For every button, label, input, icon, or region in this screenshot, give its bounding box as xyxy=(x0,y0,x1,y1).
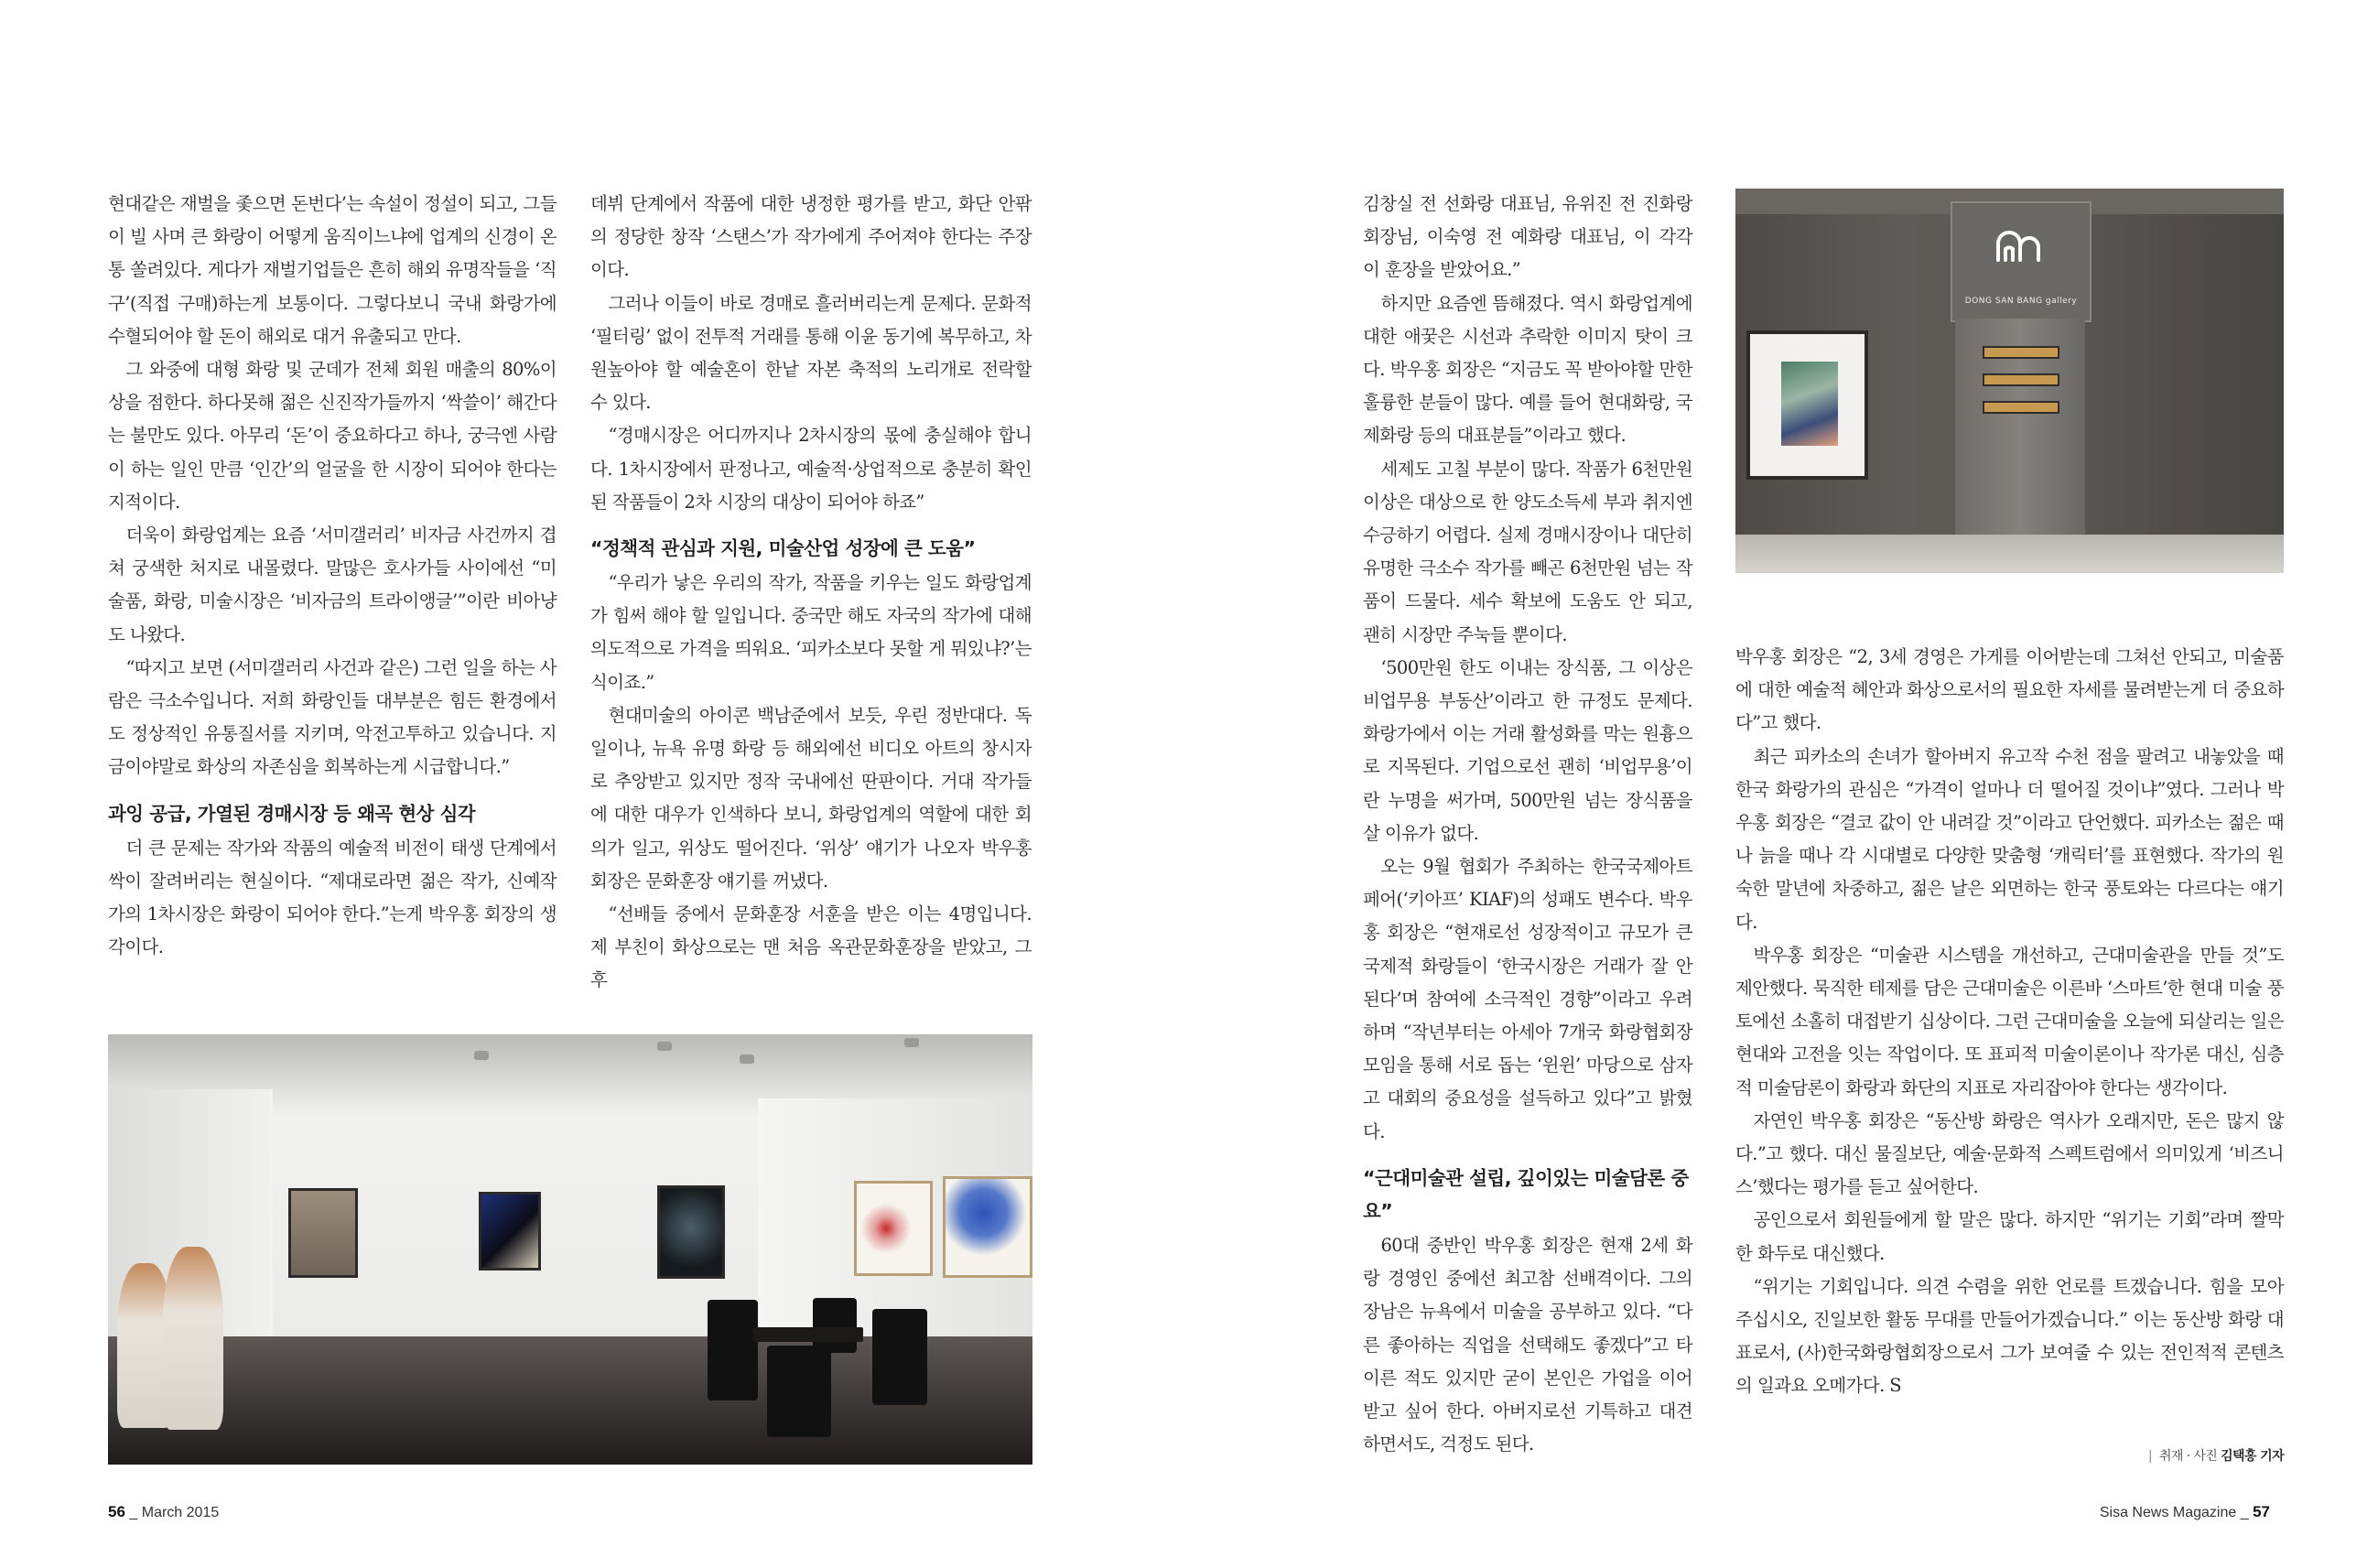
byline-role: 취재 · 사진 xyxy=(2158,1448,2218,1464)
folio-left xyxy=(108,1503,219,1521)
display-window xyxy=(1746,330,1868,480)
byline-separator: | xyxy=(2147,1448,2152,1464)
gallery-logo-icon xyxy=(1993,223,2048,267)
body-paragraph: “따지고 보면 (서미갤러리 사건과 같은) 그런 일을 하는 사람은 극소수입니다. 저희 화랑인들 대부분은 힘든 환경에서도 정상적인 유통질서를 지키며, 악전고투하고 있습니다. 지금이야말로 화상의 자존심을 회복하는게 시급합니다.” xyxy=(108,656,557,778)
chair xyxy=(872,1309,927,1405)
body-paragraph: 공인으로서 회원들에게 할 말은 많다. 하지만 “위기는 기회”라며 짤막한 화두로 대신했다. xyxy=(1735,1209,2284,1264)
left-column-2 xyxy=(590,188,1032,998)
gallery-door xyxy=(1955,319,2085,535)
door-window xyxy=(1983,373,2059,386)
gallery-interior-photo xyxy=(108,1034,1032,1465)
right-page xyxy=(1189,0,2378,1568)
page-number: 56 xyxy=(108,1503,125,1520)
folio-separator: _ xyxy=(2240,1505,2249,1520)
gallery-table xyxy=(753,1327,863,1342)
body-paragraph: 현대같은 재벌을 좇으면 돈번다’는 속설이 정설이 되고, 그들이 빌 사며 큰 화랑이 어떻게 움직이느냐에 업계의 신경이 온통 쏠려있다. 게다가 재벌기업들은 흔히 해외 유명작들을 ‘직구’(직접 구매)하는게 보통이다. 그렇다보니 국내 화랑가에 수혈되어야 할 돈이 해외로 대거 유출되고 만다. xyxy=(108,193,557,347)
byline xyxy=(1735,1445,2284,1467)
painting-dark-figure xyxy=(657,1185,725,1279)
body-paragraph: 그 와중에 대형 화랑 및 군데가 전체 회원 매출의 80%이상을 점한다. 하다못해 젊은 신진작가들까지 ‘싹쓸이’ 해간다는 불만도 있다. 아무리 ‘돈’이 중요하다고 하나, 궁극엔 사람이 하는 일인 만큼 ‘인간’의 얼굴을 한 시장이 되어야 한다는 지적이다. xyxy=(108,359,557,513)
body-paragraph: 현대미술의 아이콘 백남준에서 보듯, 우린 정반대다. 독일이나, 뉴욕 유명 화랑 등 해외에선 비디오 아트의 창시자로 추앙받고 있지만 정작 국내에선 딴판이다. 거대 작가들에 대한 대우가 인색하다 보니, 화랑업계의 역할에 대한 회의가 일고, 위상도 떨어진다. ‘위상’ 얘기가 나오자 박우홍 회장은 문화훈장 얘기를 꺼냈다. xyxy=(590,704,1032,892)
body-paragraph: “우리가 낳은 우리의 작가, 작품을 키우는 일도 화랑업계가 힘써 해야 할 일입니다. 중국만 해도 자국의 작가에 대해 의도적으로 가격을 띄워요. ‘피카소보다 못할 게 뭐있냐?’는 식이죠.” xyxy=(590,572,1032,693)
section-heading: “근대미술관 설립, 깊이있는 미술담론 중요” xyxy=(1363,1166,1689,1222)
statue xyxy=(163,1247,223,1430)
storefront-photo xyxy=(1735,189,2284,573)
issue-date: March 2015 xyxy=(141,1505,220,1520)
page-number: 57 xyxy=(2253,1503,2270,1520)
painting-portrait xyxy=(288,1188,358,1278)
spotlight xyxy=(740,1054,754,1064)
chair xyxy=(767,1346,831,1437)
body-paragraph: 최근 피카소의 손녀가 할아버지 유고작 수천 점을 팔려고 내놓았을 때 한국 화랑가의 관심은 “가격이 얼마나 더 떨어질 것이냐”였다. 그러나 박우홍 회장은 “결코 값이 안 내려갈 것”이라고 단언했다. 피카소는 젊은 때나 늙을 때나 각 시대별로 다양한 맞춤형 ‘캐릭터’를 표현했다. 작가의 원숙한 말년에 차중하고, 젊은 날은 외면하는 한국 풍토와는 다르다는 얘기다. xyxy=(1735,745,2284,933)
body-paragraph: 데뷔 단계에서 작품에 대한 냉정한 평가를 받고, 화단 안팎의 정당한 창작 ‘스탠스’가 작가에게 주어져야 한다는 주장이다. xyxy=(590,193,1032,281)
door-window xyxy=(1983,401,2059,414)
spotlight xyxy=(474,1051,489,1060)
painting-red-flower xyxy=(854,1181,933,1276)
painting-abstract-blue xyxy=(479,1192,541,1271)
gallery-sign xyxy=(1951,201,2092,322)
body-paragraph: 오는 9월 협회가 주최하는 한국국제아트페어(‘키아프’ KIAF)의 성패도 변수다. 박우홍 회장은 “현재로선 성장적이고 규모가 큰 국제적 화랑들이 ‘한국시장은 거래가 잘 안된다’며 참여에 소극적인 경향”이라고 우려하며 “작년부터는 아세아 7개국 화랑협회장 모임을 통해 서로 돕는 ‘윈윈’ 마당으로 삼자고 대회의 중요성을 설득하고 있다”고 밝혔다. xyxy=(1363,856,1692,1142)
body-paragraph: ‘500만원 한도 이내는 장식품, 그 이상은 비업무용 부동산’이라고 한 규정도 문제다. 화랑가에서 이는 거래 활성화를 막는 원흉으로 지목된다. 기업으로선 괜히 ‘비업무용’이란 누명을 써가며, 500만원 넘는 장식품을 살 이유가 없다. xyxy=(1363,656,1692,844)
spotlight xyxy=(904,1038,919,1047)
body-paragraph: 박우홍 회장은 “2, 3세 경영은 가게를 이어받는데 그쳐선 안되고, 미술품에 대한 예술적 혜안과 화상으로서의 필요한 자세를 물려받는게 더 중요하다”고 했다. xyxy=(1735,646,2284,734)
chair xyxy=(708,1300,758,1400)
folio-right xyxy=(2100,1503,2270,1521)
body-paragraph: 자연인 박우홍 회장은 “동산방 화랑은 역사가 오래지만, 돈은 많지 않다.”고 했다. 대신 물질보단, 예술·문화적 스펙트럼에서 의미있게 ‘비즈니스’했다는 평가를 듣고 싶어한다. xyxy=(1735,1109,2284,1198)
right-column-1 xyxy=(1363,188,1692,1461)
section-heading: 과잉 공급, 가열된 경매시장 등 왜곡 현상 심각 xyxy=(108,802,476,825)
folio-separator: _ xyxy=(129,1505,138,1520)
body-paragraph: 세제도 고칠 부분이 많다. 작품가 6천만원 이상은 대상으로 한 양도소득세 부과 취지엔 수긍하기 어렵다. 실제 경매시장이나 대단히 유명한 극소수 작가를 빼곤 6천만원 넘는 작품이 드물다. 세수 확보에 도움도 안 되고, 괜히 시장만 주눅들 뿐이다. xyxy=(1363,458,1692,645)
gallery-sign-text: DONG SAN BANG gallery xyxy=(1964,297,2078,306)
spotlight xyxy=(657,1042,672,1051)
right-column-2 xyxy=(1735,641,2284,1467)
painting-blue-flower xyxy=(943,1176,1032,1278)
body-paragraph: 더욱이 화랑업계는 요즘 ‘서미갤러리’ 비자금 사건까지 겹쳐 궁색한 처지로 내몰렸다. 말많은 호사가들 사이에선 “미술품, 화랑, 미술시장은 ‘비자금의 트라이앵글’”이란 비아냥도 나왔다. xyxy=(108,524,557,645)
body-paragraph: “위기는 기회입니다. 의견 수렴을 위한 언로를 트겠습니다. 힘을 모아 주십시오, 진일보한 활동 무대를 만들어가겠습니다.” 이는 동산방 화랑 대표로서, (사)한국화랑협회장으로서 그가 보여줄 수 있는 전인적적 콘텐츠의 일과요 오메가다. S xyxy=(1735,1275,2284,1397)
body-paragraph: “경매시장은 어디까지나 2차시장의 몫에 충실해야 합니다. 1차시장에서 판정나고, 예술적·상업적으로 충분히 확인된 작품들이 2차 시장의 대상이 되어야 하죠” xyxy=(590,425,1032,513)
chair xyxy=(813,1298,857,1353)
sidewalk xyxy=(1735,535,2284,573)
body-paragraph: “선배들 중에서 문화훈장 서훈을 받은 이는 4명입니다. 제 부친이 화상으로는 맨 처음 옥관문화훈장을 받았고, 그 후 xyxy=(590,903,1032,991)
body-paragraph: 하지만 요즘엔 뜸해졌다. 역시 화랑업계에 대한 애꿎은 시선과 추락한 이미지 탓이 크다. 박우홍 회장은 “지금도 꼭 받아야할 만한 훌륭한 분들이 많다. 예를 들어 현대화랑, 국제화랑 등의 대표분들”이라고 했다. xyxy=(1363,292,1692,447)
door-window xyxy=(1983,346,2059,359)
body-paragraph: 더 큰 문제는 작가와 작품의 예술적 비전이 태생 단계에서 싹이 잘려버리는 현실이다. “제대로라면 젊은 작가, 신예작가의 1차시장은 화랑이 되어야 한다.”는게 박우홍 회장의 생각이다. xyxy=(108,837,557,958)
magazine-name: Sisa News Magazine xyxy=(2099,1505,2237,1520)
body-paragraph: 60대 중반인 박우홍 회장은 현재 2세 화랑 경영인 중에선 최고참 선배격이다. 그의 장남은 뉴욕에서 미술을 공부하고 있다. “다른 좋아하는 직업을 선택해도 좋겠다”고 타이른 적도 있지만 굳이 본인은 가업을 이어받고 싶어 한다. 아버지로선 기특하고 대견하면서도, 걱정도 된다. xyxy=(1363,1234,1692,1455)
body-paragraph: 박우홍 회장은 “미술관 시스템을 개선하고, 근대미술관을 만들 것”도 제안했다. 묵직한 테제를 담은 근대미술은 이른바 ‘스마트’한 현대 미술 풍토에선 소홀히 대접받기 십상이다. 그런 근대미술을 오늘에 되살리는 일은 현대와 고전을 잇는 작업이다. 또 표피적 미술이론이나 작가론 대신, 심층적 미술담론이 화랑과 화단의 지표로 자리잡아야 한다는 생각이다. xyxy=(1735,944,2284,1098)
section-heading: “정책적 관심과 지원, 미술산업 성장에 큰 도움” xyxy=(590,537,976,560)
body-paragraph: 그러나 이들이 바로 경매로 흘러버리는게 문제다. 문화적 ‘필터링’ 없이 전투적 거래를 통해 이윤 동기에 복무하고, 차원높아야 할 예술혼이 한낱 자본 축적의 노리개로 전락할 수 있다. xyxy=(590,292,1032,414)
left-column-1 xyxy=(108,188,557,964)
display-artwork xyxy=(1781,362,1838,446)
body-paragraph: 김창실 전 선화랑 대표님, 유위진 전 진화랑 회장님, 이숙영 전 예화랑 대표님, 이 각각 이 훈장을 받았어요.” xyxy=(1363,193,1692,281)
byline-name: 김택홍 기자 xyxy=(2221,1448,2284,1464)
